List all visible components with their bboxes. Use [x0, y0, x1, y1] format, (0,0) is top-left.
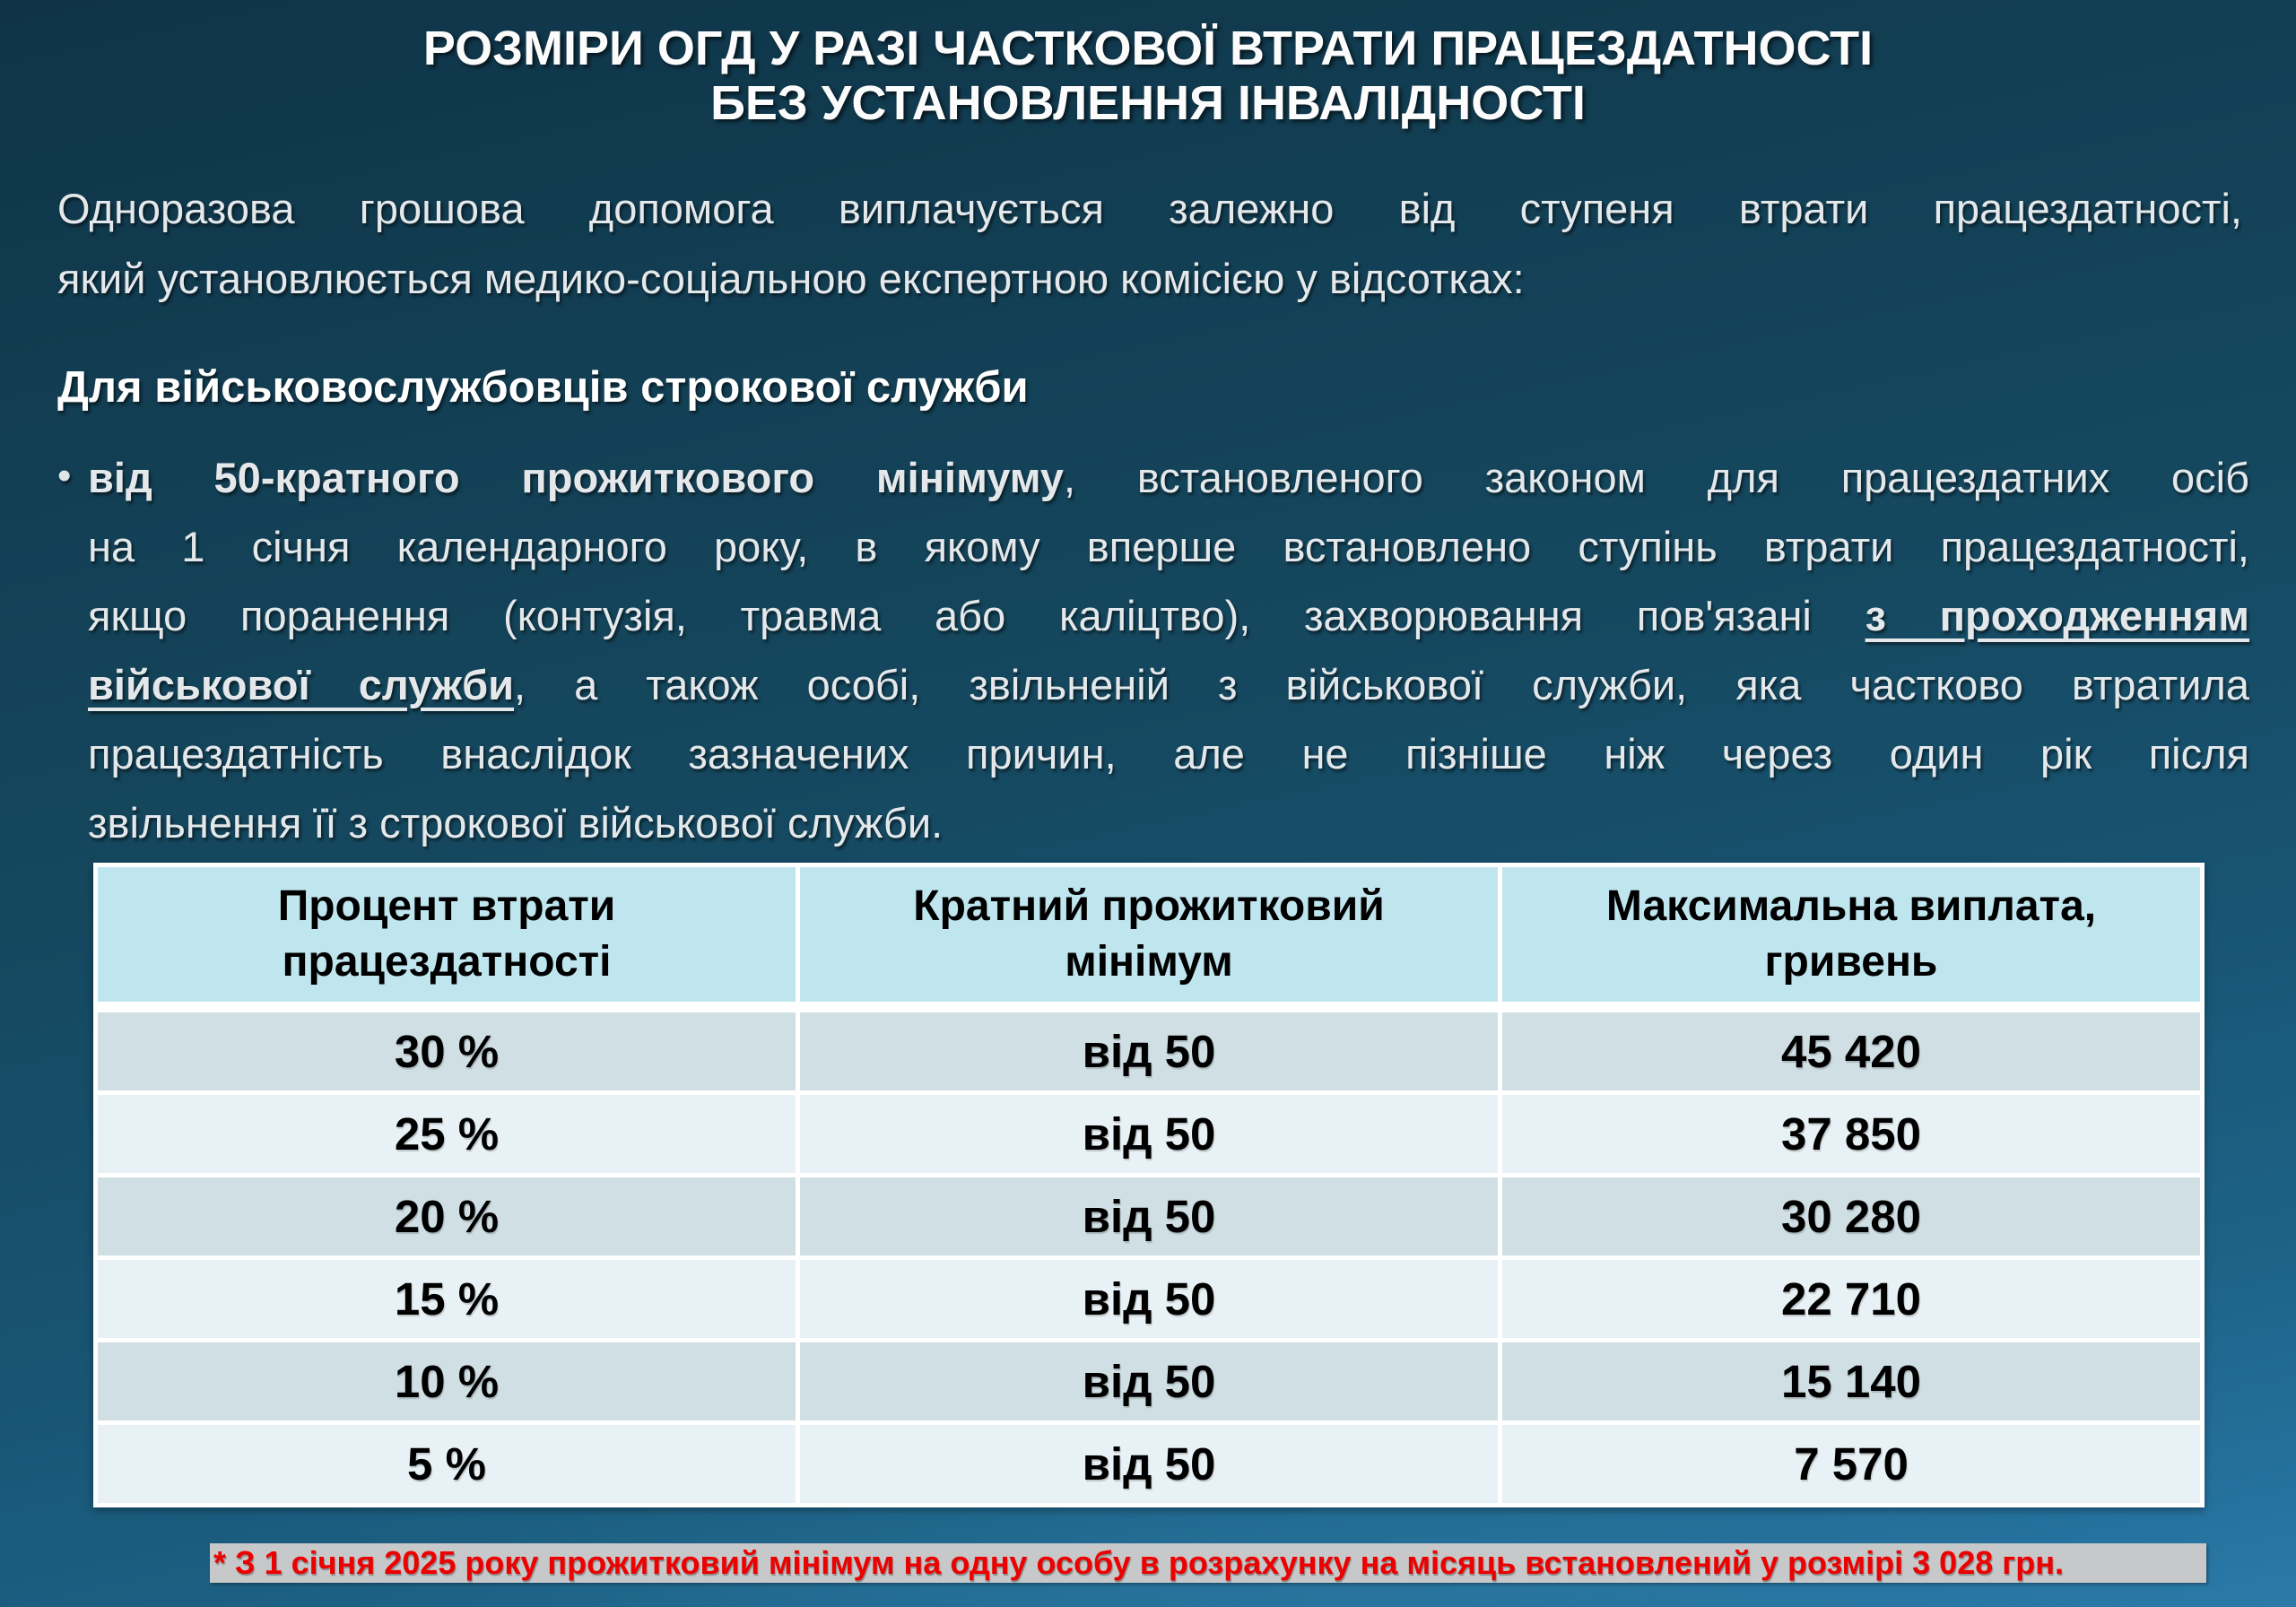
text-segment: якщо поранення (контузія, травма або каліцтво), захворювання пов'язані — [88, 592, 1866, 639]
text-segment: військової служби — [88, 661, 515, 708]
text-line — [88, 512, 2249, 581]
bullet-icon: • — [57, 454, 72, 498]
text-segment: від 50-кратного прожиткового мінімуму — [88, 454, 1065, 501]
table-header-cell: Процент втрати працездатності — [98, 867, 796, 1008]
table-row — [98, 1342, 2200, 1420]
table-cell: 10 % — [98, 1342, 796, 1420]
bullet-item — [56, 443, 2249, 857]
footnote-bar — [210, 1543, 2206, 1583]
text-segment: , встановленого законом для працездатних осіб — [1064, 454, 2249, 501]
page-title — [0, 22, 2296, 131]
table-header-cell: Кратний прожитковий мінімум — [800, 867, 1498, 1008]
table-cell: 45 420 — [1502, 1012, 2200, 1090]
table-cell: від 50 — [800, 1425, 1498, 1503]
text-segment: Одноразова грошова допомога виплачується залежно від ступеня втрати працездатності, — [57, 185, 2242, 232]
table-header-row — [98, 867, 2200, 1008]
footnote-text: * З 1 січня 2025 року прожитковий мінімум на одну особу в розрахунку на місяць встановлений у розмірі 3 028 грн. — [213, 1544, 2064, 1581]
page-title-line2: БЕЗ УСТАНОВЛЕННЯ ІНВАЛІДНОСТІ — [710, 76, 1586, 130]
table-row — [98, 1425, 2200, 1503]
table-row — [98, 1260, 2200, 1338]
table-row — [98, 1095, 2200, 1173]
table-row — [98, 867, 2200, 1008]
text-line — [88, 719, 2249, 788]
text-line — [88, 788, 2249, 857]
text-segment: який установлюється медико-соціальною експертною комісією у відсотках: — [57, 255, 1525, 302]
payments-table — [93, 863, 2205, 1507]
table-cell: 22 710 — [1502, 1260, 2200, 1338]
table-cell: від 50 — [800, 1095, 1498, 1173]
table-row — [98, 1177, 2200, 1255]
table-cell: від 50 — [800, 1177, 1498, 1255]
table-cell: 20 % — [98, 1177, 796, 1255]
section-heading: Для військовослужбовців строкової служби — [57, 363, 1029, 412]
text-segment: на 1 січня календарного року, в якому вперше встановлено ступінь втрати працездатності, — [88, 523, 2249, 570]
text-segment: , а також особі, звільненій з військової служби, яка частково втратила — [514, 661, 2249, 708]
text-segment: працездатність внаслідок зазначених причин, але не пізніше ніж через один рік після — [88, 730, 2249, 777]
bullet-text — [88, 443, 2249, 857]
text-segment: з проходженням — [1865, 592, 2250, 639]
table-cell: 37 850 — [1502, 1095, 2200, 1173]
payments-table-wrap — [93, 863, 2205, 1507]
text-segment: звільнення її з строкової військової служби. — [88, 799, 944, 847]
table-cell: від 50 — [800, 1342, 1498, 1420]
table-cell: від 50 — [800, 1012, 1498, 1090]
table-header-cell: Максимальна виплата, гривень — [1502, 867, 2200, 1008]
table-cell: 30 % — [98, 1012, 796, 1090]
text-line — [88, 581, 2249, 650]
text-line — [57, 174, 2242, 244]
table-cell: 25 % — [98, 1095, 796, 1173]
text-line — [88, 443, 2249, 512]
table-cell: 15 140 — [1502, 1342, 2200, 1420]
intro-paragraph — [57, 174, 2242, 314]
table-cell: 15 % — [98, 1260, 796, 1338]
table-row — [98, 1012, 2200, 1090]
table-cell: 7 570 — [1502, 1425, 2200, 1503]
table-body — [98, 1012, 2200, 1503]
text-line — [88, 650, 2249, 719]
table-cell: 30 280 — [1502, 1177, 2200, 1255]
table-cell: від 50 — [800, 1260, 1498, 1338]
table-cell: 5 % — [98, 1425, 796, 1503]
page-title-line1: РОЗМІРИ ОГД У РАЗІ ЧАСТКОВОЇ ВТРАТИ ПРАЦЕЗДАТНОСТІ — [422, 22, 1874, 75]
text-line — [57, 244, 2242, 314]
